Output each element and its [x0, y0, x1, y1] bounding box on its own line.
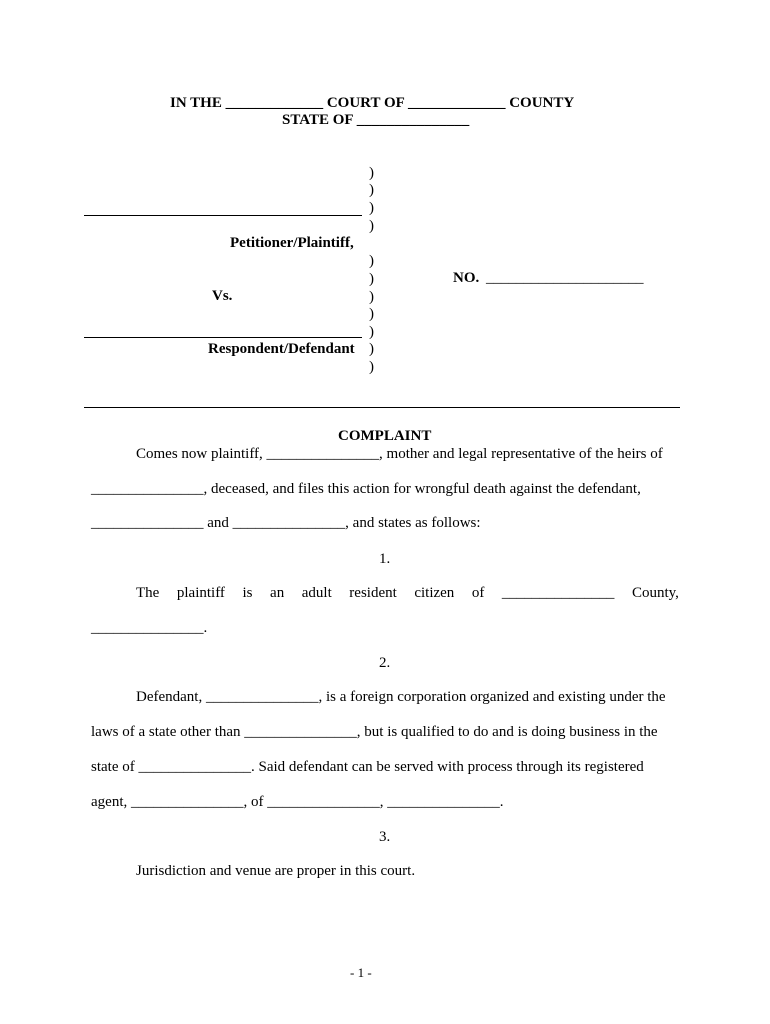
caption-paren: ) [369, 253, 374, 269]
word: _______________ [501, 585, 615, 601]
plaintiff-label: Petitioner/Plaintiff, [230, 235, 354, 251]
case-number-label: NO. [453, 270, 480, 286]
word: citizen [414, 585, 455, 601]
section-number-1: 1. [379, 551, 391, 567]
page-number: - 1 - [350, 965, 372, 980]
word: an [270, 585, 285, 601]
word: County, [631, 585, 679, 601]
caption-divider [84, 407, 680, 408]
defendant-name-line [84, 337, 362, 338]
paragraph-4: Jurisdiction and venue are proper in this court. [136, 863, 416, 879]
paragraph-3-line-1: Defendant, _______________, is a foreign corporation organized and existing under the [136, 689, 666, 705]
section-number-3: 3. [379, 829, 391, 845]
caption-paren: ) [369, 218, 374, 234]
caption-paren: ) [369, 306, 374, 322]
court-header-line: IN THE _____________ COURT OF _____________ COUNTY [170, 95, 575, 111]
versus-label: Vs. [212, 288, 233, 304]
paragraph-2-line-1 [136, 585, 679, 602]
caption-paren: ) [369, 341, 374, 357]
case-number-blank: _____________________ [486, 270, 644, 286]
caption-paren: ) [369, 200, 374, 216]
word: resident [349, 585, 397, 601]
plaintiff-name-line [84, 215, 362, 216]
caption-paren: ) [369, 165, 374, 181]
state-header-line: STATE OF _______________ [282, 112, 470, 128]
caption-paren: ) [369, 359, 374, 375]
caption-paren: ) [369, 324, 374, 340]
document-title: COMPLAINT [338, 428, 432, 444]
paragraph-3-line-4: agent, _______________, of _______________, _______________. [91, 794, 504, 810]
caption-paren: ) [369, 271, 374, 287]
word: plaintiff [176, 585, 225, 601]
word: of [471, 585, 485, 601]
paragraph-1-line-2: _______________, deceased, and files this action for wrongful death against the defendant, [91, 481, 641, 497]
section-number-2: 2. [379, 655, 391, 671]
paragraph-2-line-2: _______________. [91, 620, 208, 636]
word: is [242, 585, 253, 601]
paragraph-3-line-2: laws of a state other than _______________, but is qualified to do and is doing business in the [91, 724, 658, 740]
defendant-label: Respondent/Defendant [208, 341, 355, 357]
paragraph-3-line-3: state of _______________. Said defendant can be served with process through its registered [91, 759, 644, 775]
word: The [136, 585, 160, 601]
paragraph-1-line-1: Comes now plaintiff, _______________, mother and legal representative of the heirs of [136, 446, 663, 462]
word: adult [301, 585, 332, 601]
caption-paren: ) [369, 289, 374, 305]
paragraph-1-line-3: _______________ and _______________, and states as follows: [91, 515, 481, 531]
caption-paren: ) [369, 182, 374, 198]
